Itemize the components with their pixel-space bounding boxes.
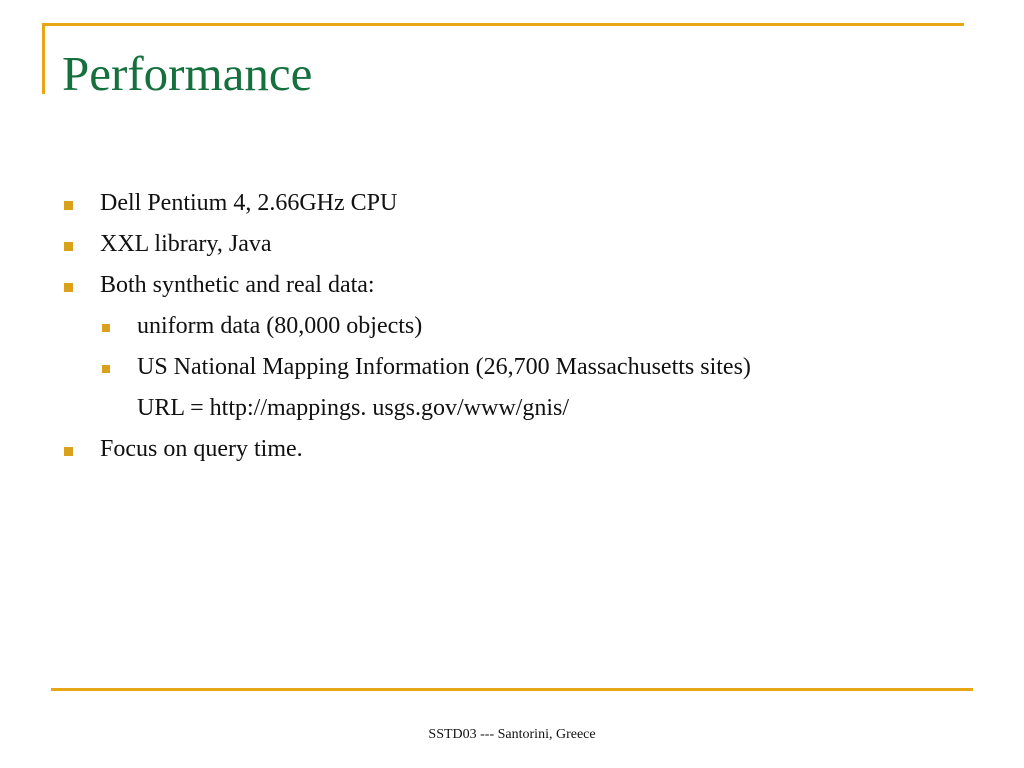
bullet-item: XXL library, Java <box>100 231 272 257</box>
bullet-square-icon <box>64 283 73 292</box>
footer-divider <box>51 688 973 691</box>
bullet-square-icon <box>64 447 73 456</box>
slide-title: Performance <box>62 46 313 101</box>
bullet-square-icon <box>64 201 73 210</box>
bullet-item: Both synthetic and real data: <box>100 272 375 298</box>
sub-bullet-square-icon <box>102 324 110 332</box>
slide-footer: SSTD03 --- Santorini, Greece <box>428 727 596 742</box>
frame-top-line <box>42 23 964 26</box>
frame-left-line <box>42 23 45 94</box>
bullet-square-icon <box>64 242 73 251</box>
sub-bullet-item: uniform data (80,000 objects) <box>137 313 423 339</box>
bullet-item: Focus on query time. <box>100 436 303 462</box>
url-line: URL = http://mappings. usgs.gov/www/gnis/ <box>137 395 569 421</box>
sub-bullet-item: US National Mapping Information (26,700 Massachusetts sites) <box>137 354 751 380</box>
sub-bullet-square-icon <box>102 365 110 373</box>
bullet-item: Dell Pentium 4, 2.66GHz CPU <box>100 190 398 216</box>
